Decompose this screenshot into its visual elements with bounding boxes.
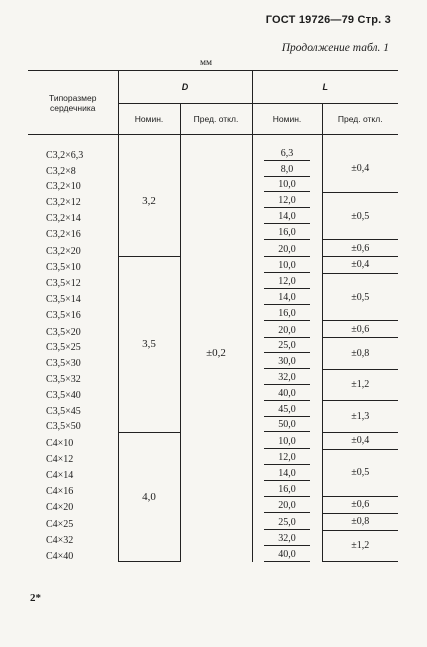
cell-core-type: С3,2×12 — [28, 192, 118, 208]
cell-l-nominal: 40,0 — [264, 548, 310, 562]
cell-l-tolerance: ±1,2 — [322, 369, 398, 401]
cell-l-nominal-wrap — [252, 257, 322, 274]
cell-l-tolerance: ±0,5 — [322, 192, 398, 239]
header-d-tolerance: Пред. откл. — [180, 104, 252, 135]
cell-l-nominal: 16,0 — [264, 226, 310, 240]
cell-l-nominal-wrap — [252, 530, 322, 546]
footer-mark: 2* — [30, 592, 41, 604]
cell-l-tolerance: ±0,8 — [322, 513, 398, 530]
cell-l-nominal-wrap — [252, 161, 322, 177]
cell-core-type: С4×32 — [28, 530, 118, 546]
cell-l-tolerance: ±1,2 — [322, 530, 398, 562]
cell-core-type: С4×20 — [28, 497, 118, 514]
cell-core-type: С3,5×50 — [28, 417, 118, 433]
cell-l-tolerance: ±1,3 — [322, 401, 398, 433]
cell-l-nominal-wrap — [252, 401, 322, 417]
cell-l-nominal: 20,0 — [264, 499, 310, 513]
cell-l-tolerance: ±0,6 — [322, 497, 398, 514]
cell-l-nominal: 20,0 — [264, 324, 310, 338]
cell-l-nominal-wrap — [252, 177, 322, 193]
cell-l-nominal-wrap — [252, 305, 322, 321]
cell-d-nominal: 4,0 — [118, 432, 180, 561]
cell-core-type: С3,5×30 — [28, 353, 118, 369]
cell-l-nominal-wrap — [252, 192, 322, 208]
cell-l-nominal: 12,0 — [264, 451, 310, 465]
cell-core-type: С4×25 — [28, 513, 118, 530]
unit-label: мм — [200, 58, 213, 68]
cell-l-nominal: 10,0 — [264, 259, 310, 273]
cell-l-nominal: 14,0 — [264, 291, 310, 305]
cell-l-nominal-wrap — [252, 513, 322, 530]
cell-l-nominal-wrap — [252, 224, 322, 240]
cell-core-type: С3,5×14 — [28, 289, 118, 305]
cell-core-type: С3,2×14 — [28, 208, 118, 224]
table-row — [28, 145, 398, 161]
header-core-type: Типоразмер сердечника — [28, 71, 118, 135]
cell-core-type: С3,2×8 — [28, 161, 118, 177]
table-body — [28, 145, 398, 562]
cell-core-type: С3,5×20 — [28, 321, 118, 338]
cell-l-nominal-wrap — [252, 338, 322, 354]
cell-l-nominal: 12,0 — [264, 275, 310, 289]
header-d: D — [118, 71, 252, 104]
cell-l-nominal: 16,0 — [264, 307, 310, 321]
cell-l-nominal-wrap — [252, 465, 322, 481]
cell-l-nominal: 25,0 — [264, 339, 310, 353]
cell-core-type: С3,5×12 — [28, 273, 118, 289]
cell-l-nominal-wrap — [252, 289, 322, 305]
cell-d-nominal: 3,2 — [118, 145, 180, 257]
cell-core-type: С3,5×32 — [28, 369, 118, 385]
cell-l-nominal-wrap — [252, 369, 322, 385]
cell-l-nominal-wrap — [252, 546, 322, 562]
cell-l-tolerance: ±0,5 — [322, 449, 398, 496]
cell-l-nominal-wrap — [252, 385, 322, 401]
cell-l-nominal: 10,0 — [264, 435, 310, 449]
cell-l-tolerance: ±0,4 — [322, 145, 398, 192]
cell-core-type: С3,5×10 — [28, 257, 118, 274]
cell-l-nominal-wrap — [252, 208, 322, 224]
cell-l-tolerance: ±0,8 — [322, 338, 398, 370]
header-d-nominal: Номин. — [118, 104, 180, 135]
cell-l-nominal: 16,0 — [264, 483, 310, 497]
cell-l-tolerance: ±0,6 — [322, 240, 398, 257]
cell-l-nominal-wrap — [252, 353, 322, 369]
cell-l-nominal-wrap — [252, 240, 322, 257]
dimensions-table — [28, 70, 398, 562]
cell-l-nominal-wrap — [252, 497, 322, 514]
cell-core-type: С3,5×25 — [28, 338, 118, 354]
cell-l-nominal-wrap — [252, 417, 322, 433]
cell-core-type: С4×16 — [28, 481, 118, 497]
cell-l-tolerance: ±0,5 — [322, 273, 398, 320]
cell-core-type: С3,2×16 — [28, 224, 118, 240]
cell-l-nominal: 50,0 — [264, 418, 310, 432]
cell-core-type: С4×10 — [28, 432, 118, 449]
cell-core-type: С4×12 — [28, 449, 118, 465]
page-header: ГОСТ 19726—79 Стр. 3 — [265, 14, 391, 26]
cell-l-nominal: 10,0 — [264, 178, 310, 192]
table-continuation-caption: Продолжение табл. 1 — [281, 42, 389, 54]
cell-core-type: С3,5×45 — [28, 401, 118, 417]
cell-l-nominal: 40,0 — [264, 387, 310, 401]
cell-l-nominal: 12,0 — [264, 194, 310, 208]
cell-core-type: С3,5×40 — [28, 385, 118, 401]
cell-l-nominal-wrap — [252, 321, 322, 338]
cell-d-tolerance: ±0,2 — [180, 145, 252, 562]
cell-l-nominal: 32,0 — [264, 532, 310, 546]
cell-l-nominal: 8,0 — [264, 163, 310, 177]
header-l: L — [252, 71, 398, 104]
cell-core-type: С3,2×20 — [28, 240, 118, 257]
cell-l-nominal: 32,0 — [264, 371, 310, 385]
header-l-nominal: Номин. — [252, 104, 322, 135]
cell-core-type: С3,2×6,3 — [28, 145, 118, 161]
cell-l-nominal: 14,0 — [264, 467, 310, 481]
cell-l-nominal-wrap — [252, 145, 322, 161]
cell-l-tolerance: ±0,6 — [322, 321, 398, 338]
cell-core-type: С4×40 — [28, 546, 118, 562]
cell-core-type: С4×14 — [28, 465, 118, 481]
cell-l-nominal-wrap — [252, 432, 322, 449]
cell-d-nominal: 3,5 — [118, 257, 180, 433]
cell-l-nominal-wrap — [252, 273, 322, 289]
cell-l-nominal: 45,0 — [264, 403, 310, 417]
cell-l-nominal-wrap — [252, 481, 322, 497]
cell-l-nominal: 25,0 — [264, 516, 310, 530]
cell-l-nominal: 30,0 — [264, 355, 310, 369]
cell-l-tolerance: ±0,4 — [322, 432, 398, 449]
header-l-tolerance: Пред. откл. — [322, 104, 398, 135]
cell-core-type: С3,5×16 — [28, 305, 118, 321]
cell-l-nominal-wrap — [252, 449, 322, 465]
cell-core-type: С3,2×10 — [28, 177, 118, 193]
cell-l-nominal: 6,3 — [264, 147, 310, 161]
cell-l-nominal: 20,0 — [264, 243, 310, 257]
cell-l-tolerance: ±0,4 — [322, 257, 398, 274]
cell-l-nominal: 14,0 — [264, 210, 310, 224]
